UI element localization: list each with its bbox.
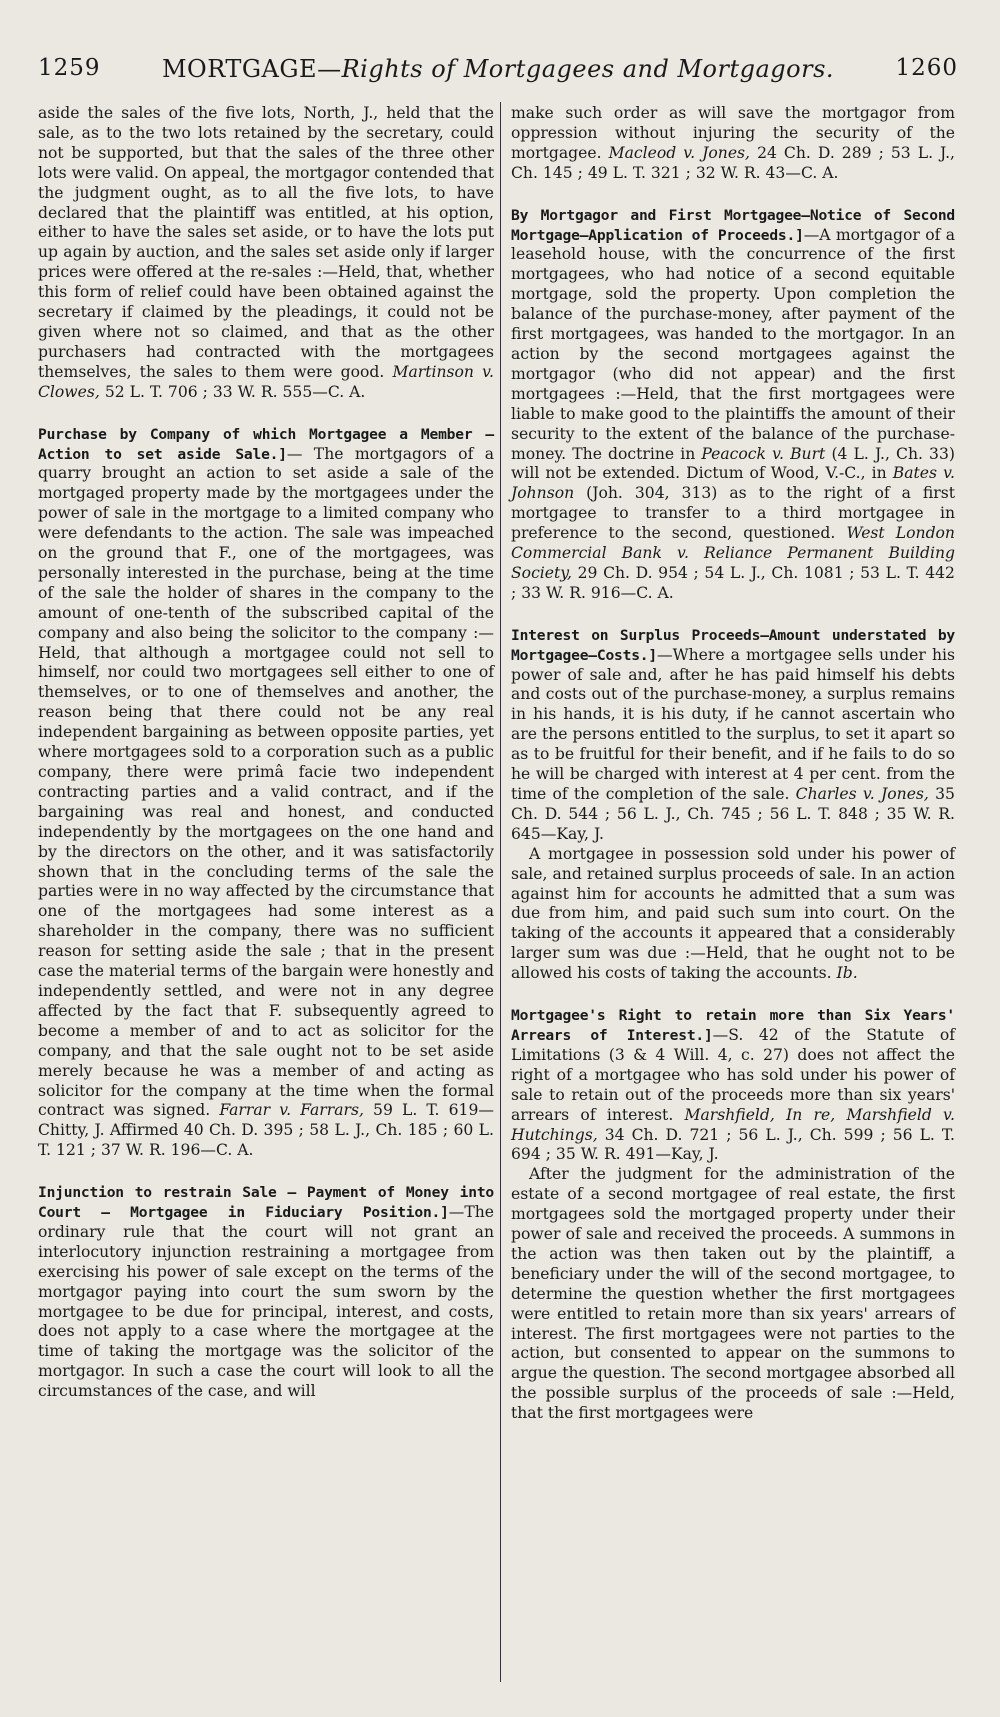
paragraph [511,104,955,184]
page-number-right: 1260 [895,55,958,81]
running-title-italic: Rights of Mortgagees and Mortgagors. [341,55,835,83]
case-reference: Ib. [836,964,858,983]
section-heading: By Mortgagor and First Mortgagee—Notice of Second Mortgage—Application of Proceeds.] [511,206,955,244]
right-column [511,104,955,1424]
section-text: —The ordinary rule that the court will not grant an interlocutory injunction restraining a mortgagee from exercising his power of sale except on the terms of the mortgagor paying into court the sum sworn by the mortgagee to be due for principal, interest, and costs, does not apply to a case where the mortgagee at the time of taking the mortgage was the solicitor of the mortgagor. In such a case the court will look to all the circumstances of the case, and will [38,1203,494,1401]
citation: 29 Ch. D. 954 ; 54 L. J., Ch. 1081 ; 53 L. T. 442 ; 33 W. R. 916—C. A. [511,563,955,602]
paragraph [511,1165,955,1424]
citation: 24 Ch. D. 289 ; 53 L. J., Ch. 145 ; 49 L. T. 321 ; 32 W. R. 43—C. A. [511,143,955,182]
case-name: Farrar v. Farrars, [219,1101,364,1120]
citation: 59 L. T. 619—Chitty, J. Affirmed 40 Ch. D. 395 ; 58 L. J., Ch. 185 ; 60 L. T. 121 ; 37 W. R. 196—C. A. [38,1101,494,1160]
page-number-left: 1259 [38,55,101,81]
section-heading: Mortgagee's Right to retain more than Six Years' Arrears of Interest.] [511,1007,955,1044]
case-name: Peacock v. Burt [701,444,826,463]
section-text: (Joh. 304, 313) as to the right of a first mortgagee to transfer to a third mortgagee in preference to the second, questioned. [511,484,955,543]
left-column [38,104,494,1402]
section-text: —Where a mortgagee sells under his power of sale and, after he has paid himself his debts and costs out of the purchase-money, a surplus remains in his hands, it is his duty, if he cannot ascertain who are the persons entitled to the surplus, to set it apart so as to be fruitful for their benefit, and if he fails to do so he will be charged with interest at 4 per cent. from the time of the completion of the sale. [511,645,955,803]
section-injunction [38,1183,494,1402]
running-header [38,55,958,95]
section-heading: Injunction to restrain Sale — Payment of Money into Court — Mortgagee in Fiduciary Position.] [38,1184,494,1222]
section-by-mortgagor [511,206,955,604]
case-name: Martinson v. Clowes, [38,362,494,401]
section-text: (4 L. J., Ch. 33) will not be extended. Dictum of Wood, V.-C., in [511,444,955,483]
citation: 34 Ch. D. 721 ; 56 L. J., Ch. 599 ; 56 L. T. 694 ; 35 W. R. 491—Kay, J. [511,1125,955,1164]
case-name: Macleod v. Jones, [608,143,751,162]
paragraph-text: make such order as will save the mortgagor from oppression without injuring the security of the mortgagee. [511,104,955,162]
column-divider [500,102,501,1682]
running-title-main: MORTGAGE— [161,55,342,83]
section-text: —S. 42 of the Statute of Limitations (3 & 4 Will. 4, c. 27) does not affect the right of a mortgagee who has sold under his power of sale to retain out of the proceeds more than six years' arrears of interest. [511,1025,955,1124]
paragraph-text: aside the sales of the five lots, North, J., held that the sale, as to the two lots retained by the secretary, could not be supported, but that the sales of the three other lots were valid. On appeal, the mortgagor contended that the judgment ought, as to all the five lots, to have declared that the plaintiff was entitled, at his option, either to have the sales set aside, or to have the lots put up again by auction, and the sales set aside only if larger prices were offered at the re-sales :—Held, that, whether this form of relief could have been obtained against the secretary if claimed by the pleadings, it could not be given where not so claimed, and that as the other purchasers had contracted with the mortgagees themselves, the sales to them were good. [38,104,494,381]
case-name: West London Commercial Bank v. Reliance Permanent Building Society, [511,524,955,582]
section-heading: Purchase by Company of which Mortgagee a Member — Action to set aside Sale.] [38,425,494,463]
paragraph [511,845,955,984]
section-text: —A mortgagor of a leasehold house, with the concurrence of the first mortgagees, who had notice of a second equitable mortgage, sold the property. Upon completion the balance of the purchase-money, after payment of the first mortgagees, was handed to the mortgagor. In an action by the second mortgagees against the mortgagor (who did not appear) and the first mortgagees :—Held, that the first mortgagees were liable to make good to the plaintiffs the amount of their security to the extent of the balance of the purchase-money. The doctrine in [511,225,955,463]
case-name: Bates v. Johnson [511,464,955,503]
section-purchase-by-company [38,425,494,1162]
section-interest-on-surplus [511,626,955,845]
paragraph-text: After the judgment for the administration of the estate of a second mortgagee of real estate, the first mortgagees sold the mortgaged property under their power of sale and received the proceeds. A summons in the action was then taken out by the plaintiff, a beneficiary under the will of the second mortgagee, to determine the question whether the first mortgagees were entitled to retain more than six years' arrears of interest. The first mortgagees were not parties to the action, but consented to appear on the summons to argue the question. The second mortgagee absorbed all the possible surplus of the proceeds of sale :—Held, that the first mortgagees were [511,1165,955,1423]
paragraph-text: A mortgagee in possession sold under his power of sale, and retained surplus proceeds of sale. In an action against him for accounts he admitted that a sum was due from him, and paid such sum into court. On the taking of the accounts it appeared that a considerably larger sum was due :—Held, that he ought not to be allowed his costs of taking the accounts. [511,844,955,983]
section-text: — The mortgagors of a quarry brought an action to set aside a sale of the mortgaged property made by the mortgagees under the power of sale in the mortgage to a limited company who were defendants to the action. The sale was impeached on the ground that F., one of the mortgagees, was personally interested in the purchase, being at the time of the sale the holder of shares in the company to the amount of one-tenth of the subscribed capital of the company and also being the solicitor to the company :—Held, that although a mortgagee could not sell to himself, nor could two mortgagees sell either to one of themselves, or to one of themselves and another, the reason being that there could not be any real independent bargaining as between opposite parties, yet where mortgagees sold to a corporation such as a public company, there were primâ facie two independent contracting parties and a valid contract, and if the bargaining was real and honest, and conducted independently by the mortgagees on the one hand and by the directors on the other, and it was satisfactorily shown that in the concluding terms of the sale the parties were in no way affected by the circumstance that one of the mortgagees had some interest as a shareholder in the company, there was no sufficient reason for setting aside the sale ; that in the present case the material terms of the bargain were honestly and independently settled, and were not in any degree affected by the fact that F. subsequently agreed to become a member of and to act as solicitor for the company, and that the sale ought not to be set aside merely because he was a member of and acting as solicitor for the company at the time when the formal contract was signed. [38,444,494,1120]
section-right-to-retain [511,1006,955,1165]
citation: 52 L. T. 706 ; 33 W. R. 555—C. A. [104,382,366,401]
citation: 35 Ch. D. 544 ; 56 L. J., Ch. 745 ; 56 L. T. 848 ; 35 W. R. 645—Kay, J. [511,785,955,843]
case-name: Charles v. Jones, [795,785,929,803]
running-title [38,55,958,83]
case-name: Marshfield, In re, Marshfield v. Hutchings, [511,1105,955,1144]
paragraph [38,104,494,403]
section-heading: Interest on Surplus Proceeds—Amount understated by Mortgagee—Costs.] [511,626,955,664]
